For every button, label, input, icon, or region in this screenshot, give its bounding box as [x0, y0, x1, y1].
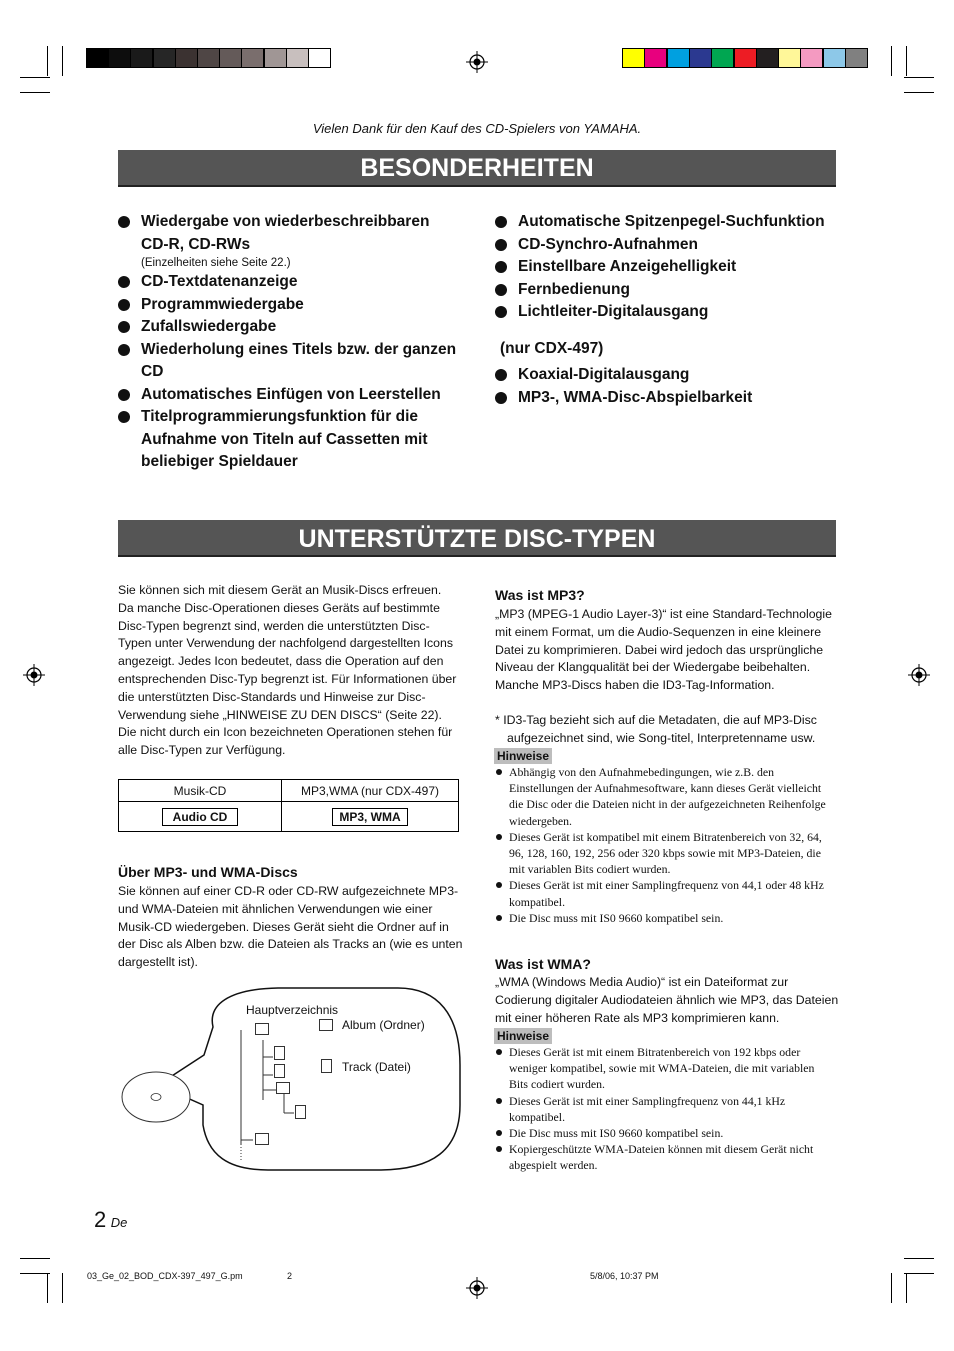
bullet-icon [495, 392, 507, 404]
feature-item [118, 339, 458, 384]
mp3-wma-discs-text: Sie können auf einer CD-R oder CD-RW aufgezeichnete MP3- und WMA-Dateien mit ähnlichen Verwendungen wie einer Musik-CD wiedergeben. Dieses Gerät sieht die Ordner auf in der Disc als Alben bzw. die Dateien als Tracks an (wie es unten dargestellt ist). [118, 884, 463, 970]
feature-item [118, 316, 458, 339]
model-note: (nur CDX-497) [500, 339, 604, 357]
feature-text: CD-Textdatenanzeige [141, 273, 298, 290]
file-icon [274, 1046, 285, 1060]
wma-heading: Was ist WMA? [495, 956, 591, 972]
note-item: Dieses Gerät ist mit einer Samplingfrequenz von 44,1 oder 48 kHz kompatibel. [495, 877, 835, 909]
table-header-music-cd: Musik-CD [119, 780, 282, 802]
footer-file-page: 2 [287, 1271, 293, 1281]
feature-text: Programmwiedergabe [141, 295, 304, 313]
grayscale-swatch [308, 48, 331, 68]
feature-note: (Einzelheiten siehe Seite 22.) [141, 257, 291, 269]
registration-mark-icon [466, 1277, 488, 1299]
feature-item [118, 211, 458, 271]
feature-item [118, 294, 458, 317]
feature-text: Wiederholung eines Titels bzw. der ganzen CD [141, 340, 457, 380]
bullet-icon [118, 299, 130, 311]
color-swatch [778, 48, 801, 68]
registration-mark-icon [466, 51, 488, 73]
bullet-icon [118, 276, 130, 288]
page-number-value: 2 [94, 1207, 107, 1232]
feature-text: Automatische Spitzenpegel-Suchfunktion [518, 213, 825, 230]
feature-list-right [495, 211, 840, 409]
legend-file-icon [321, 1059, 332, 1073]
feature-text: MP3-, WMA-Disc-Abspielbarkeit [518, 388, 753, 406]
mp3-wma-logo: MP3, WMA [332, 808, 407, 826]
feature-text: Wiedergabe von wiederbeschreibbaren CD-R, CD-RWs [141, 213, 430, 253]
grayscale-swatch [86, 48, 109, 68]
mp3-footnote: * ID3-Tag bezieht sich auf die Metadaten, die auf MP3-Disc aufgezeichnet sind, wie Song-titel, Interpretenname usw. [495, 713, 817, 745]
disc-icon [122, 1072, 190, 1122]
section-title-disc-types: UNTERSTÜTZTE DISC-TYPEN [118, 520, 836, 557]
feature-text: Fernbedienung [518, 280, 630, 298]
feature-item [118, 271, 458, 294]
disc-type-table [118, 779, 459, 832]
note-item: Dieses Gerät ist mit einem Bitratenbereich von 192 kbps oder weniger kompatibel, sowie mit WMA-Dateien, die mit variablen Bits codiert wurden. [495, 1044, 835, 1093]
color-swatch [756, 48, 779, 68]
folder-icon [276, 1082, 290, 1094]
footer-filename: 03_Ge_02_BOD_CDX-397_497_G.pm [87, 1271, 243, 1281]
feature-item [118, 406, 458, 474]
section-title-features: BESONDERHEITEN [118, 150, 836, 187]
folder-icon [255, 1133, 269, 1145]
file-icon [295, 1105, 306, 1119]
legend-folder-icon [319, 1019, 333, 1031]
wma-notes [495, 1044, 835, 1174]
bullet-icon [495, 216, 507, 228]
grayscale-swatch [108, 48, 131, 68]
grayscale-swatch [286, 48, 309, 68]
folder-icon [255, 1023, 269, 1035]
feature-item [495, 211, 840, 234]
note-item: Die Disc muss mit IS0 9660 kompatibel sein. [495, 910, 835, 926]
bullet-icon [118, 389, 130, 401]
feature-item [495, 301, 840, 324]
intro-text: Vielen Dank für den Kauf des CD-Spielers von YAMAHA. [312, 121, 642, 136]
table-header-mp3-wma: MP3,WMA (nur CDX-497) [282, 780, 459, 802]
audio-cd-logo: Audio CD [162, 808, 238, 826]
grayscale-swatch [264, 48, 287, 68]
grayscale-swatch [197, 48, 220, 68]
registration-mark-icon [23, 664, 45, 686]
bullet-icon [495, 369, 507, 381]
feature-item [495, 234, 840, 257]
diagram-root-label: Hauptverzeichnis [246, 1003, 339, 1017]
bullet-icon [495, 284, 507, 296]
note-item: Abhängig von den Aufnahmebedingungen, wie z.B. den Einstellungen der Aufnahmesoftware, kann dieses Gerät vielleicht die Disc oder die Dateien nicht in der aufgezeichneten Reihenfolge wiedergeben. [495, 764, 835, 829]
color-swatch [689, 48, 712, 68]
mp3-heading: Was ist MP3? [495, 587, 585, 603]
registration-mark-icon [908, 664, 930, 686]
mp3-notes [495, 764, 835, 926]
disc-types-intro: Sie können sich mit diesem Gerät an Musik-Discs erfreuen. Da manche Disc-Operationen dieses Geräts auf bestimmte Disc-Typen begrenzt sind, werden die unterstützten Disc-Typen unter Verwendung der nachfolgend dargestellten Icons angezeigt. Jedes Icon bedeutet, dass die Operation auf den entsprechenden Disc-Typ begrenzt ist. Für Informationen über die unterstützten Disc-Standards und Hinweise zur Disc-Verwendung siehe „HINWEISE ZU DEN DISCS“ (Seite 22). Die nicht durch ein Icon bezeichneten Operationen stehen für alle Disc-Typen zur Verfügung. [118, 583, 457, 758]
diagram-album-label: Album (Ordner) [342, 1018, 425, 1032]
color-swatch [667, 48, 690, 68]
color-swatch [644, 48, 667, 68]
mp3-notes-label: Hinweise [494, 748, 552, 764]
feature-text: Zufallswiedergabe [141, 318, 277, 335]
feature-list-left [118, 211, 458, 474]
feature-text: Koaxial-Digitalausgang [518, 366, 690, 383]
note-item: Dieses Gerät ist kompatibel mit einem Bitratenbereich von 32, 64, 96, 128, 160, 192, 256 oder 320 kbps sowie mit MP3-Dateien, die mit variablen Bits codiert wurden. [495, 829, 835, 878]
feature-text: CD-Synchro-Aufnahmen [518, 235, 698, 253]
mp3-wma-discs-heading: Über MP3- und WMA-Discs [118, 864, 298, 880]
page-lang: De [110, 1215, 128, 1230]
feature-item [495, 364, 840, 387]
note-item: Kopiergeschützte WMA-Dateien können mit diesem Gerät nicht abgespielt werden. [495, 1141, 835, 1173]
feature-item [495, 256, 840, 279]
feature-item [495, 387, 840, 410]
feature-text: Automatisches Einfügen von Leerstellen [141, 385, 441, 403]
grayscale-swatch [241, 48, 264, 68]
feature-text: Einstellbare Anzeigehelligkeit [518, 258, 737, 275]
feature-item [495, 279, 840, 302]
grayscale-swatch [175, 48, 198, 68]
wma-notes-label: Hinweise [494, 1028, 552, 1044]
note-item: Dieses Gerät ist mit einer Samplingfrequenz von 44,1 kHz kompatibel. [495, 1093, 835, 1125]
bullet-icon [118, 344, 130, 356]
color-swatch [823, 48, 846, 68]
bullet-icon [118, 321, 130, 333]
mp3-text: „MP3 (MPEG-1 Audio Layer-3)“ ist eine Standard-Technologie mit einem Format, um die Audio-Sequenzen in eine kleinere Datei zu komprimieren. Dabei wird jedoch das ursprüngliche Niveau der Klangqualität bei der Wiedergabe beibehalten. Manche MP3-Discs haben die ID3-Tag-Information. [495, 607, 832, 693]
wma-text: „WMA (Windows Media Audio)“ ist ein Dateiformat zur Codierung digitaler Audiodateien ähnlich wie MP3, das Dateien mit einer höheren Rate als MP3 komprimieren kann. [495, 975, 839, 1025]
feature-text: Titelprogrammierungsfunktion für die Aufnahme von Titeln auf Cassetten mit beliebiger Spieldauer [141, 408, 428, 470]
color-swatch [711, 48, 734, 68]
bullet-icon [495, 306, 507, 318]
grayscale-swatch [130, 48, 153, 68]
grayscale-swatch [153, 48, 176, 68]
feature-item [118, 384, 458, 407]
bullet-icon [495, 239, 507, 251]
diagram-track-label: Track (Datei) [342, 1060, 411, 1074]
color-swatch [800, 48, 823, 68]
color-swatch [622, 48, 645, 68]
color-swatch [845, 48, 868, 68]
grayscale-swatch [219, 48, 242, 68]
color-swatch [734, 48, 757, 68]
note-item: Die Disc muss mit IS0 9660 kompatibel sein. [495, 1125, 835, 1141]
footer-timestamp: 5/8/06, 10:37 PM [590, 1271, 659, 1281]
page-number [94, 1207, 127, 1233]
file-icon [274, 1064, 285, 1078]
bullet-icon [118, 411, 130, 423]
feature-text: Lichtleiter-Digitalausgang [518, 303, 709, 320]
bullet-icon [495, 261, 507, 273]
bullet-icon [118, 216, 130, 228]
